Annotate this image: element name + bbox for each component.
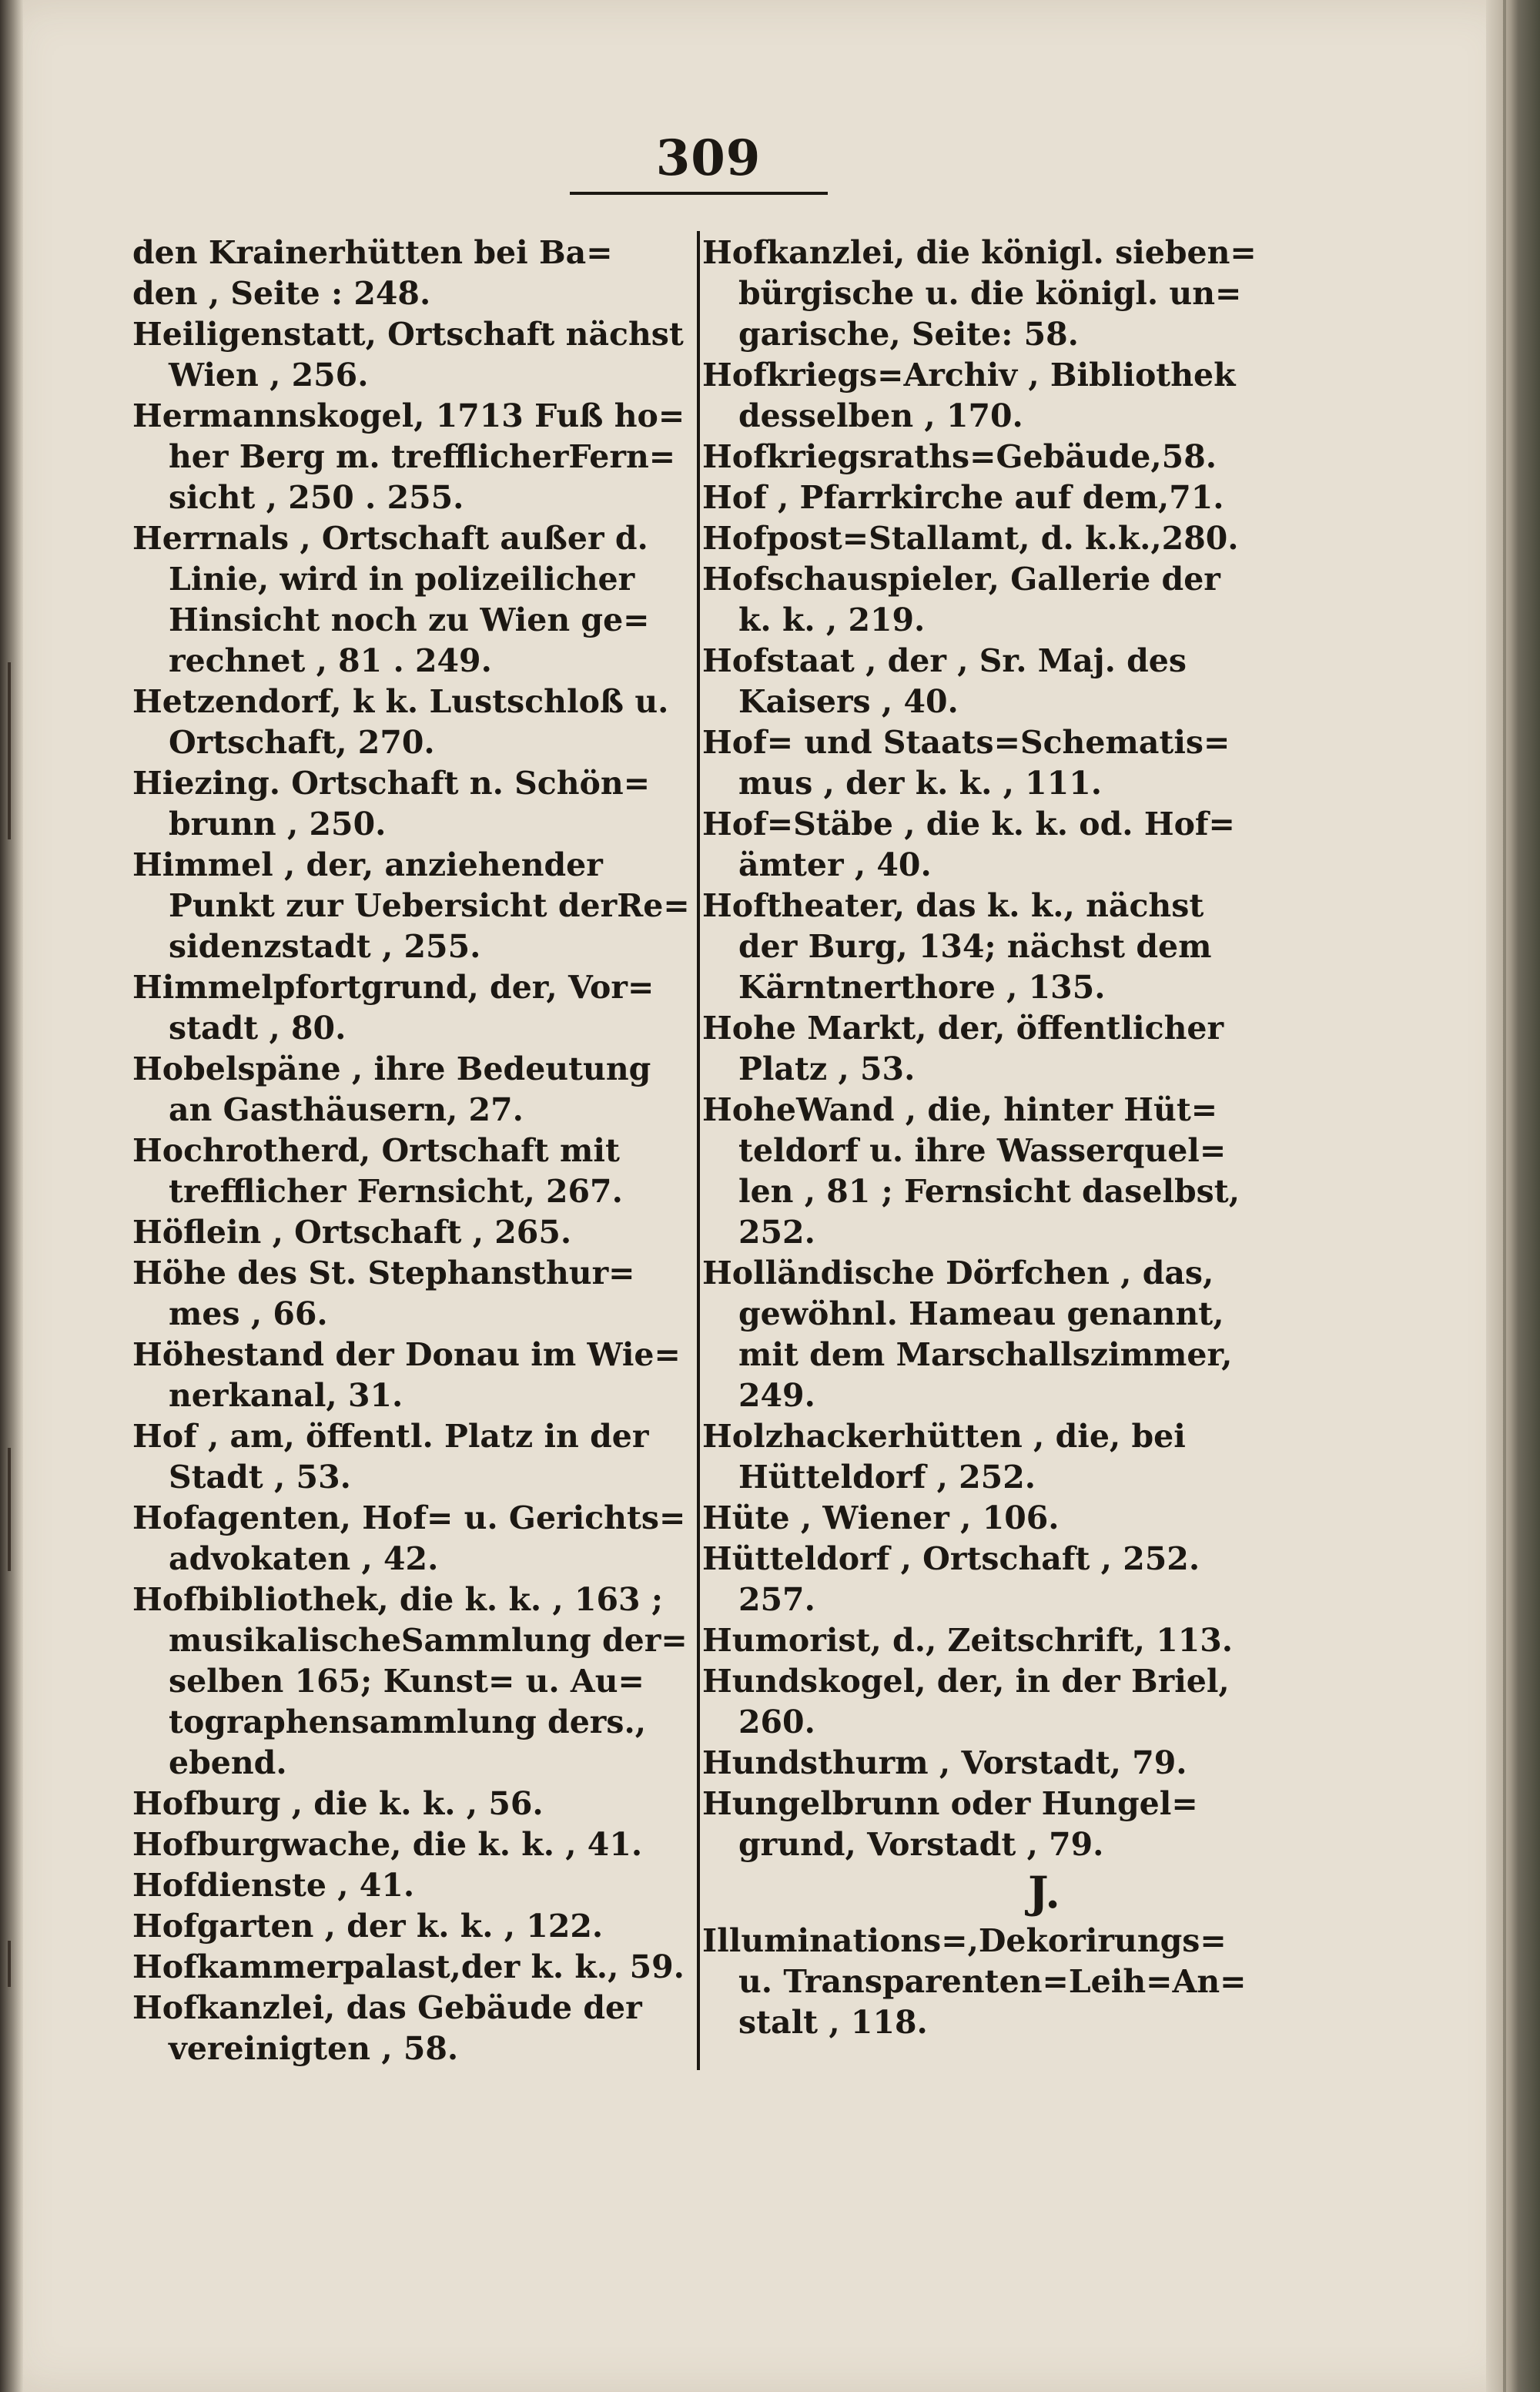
index-entry [132,396,693,518]
entry-headword-line: Hofkriegs=Archiv , Bibliothek [702,357,1236,394]
left-entry-list [132,314,693,2069]
index-entry [702,1253,1263,1416]
entry-headword-line: Hofkanzlei, die königl. sieben= [702,234,1257,271]
binding-thread [8,1448,11,1571]
entry-headword-line: Hochrotherd, Ortschaft mit [132,1132,620,1169]
index-entry [702,886,1263,1008]
entry-headword-line: Hoftheater, das k. k., nächst [702,887,1204,924]
entry-continuation-line: rechnet , 81 . 249. [169,642,492,679]
entry-headword-line: Himmel , der, anziehender [132,846,603,883]
entry-continuation-line: brunn , 250. [169,806,387,843]
entry-headword-line: Hofkriegsraths=Gebäude,58. [702,438,1217,475]
index-entry [702,1008,1263,1090]
entry-headword-line: Hofagenten, Hof= u. Gerichts= [132,1499,686,1536]
entry-headword-line: Holländische Dörfchen , das, [702,1255,1214,1291]
entry-headword-line: Hundskogel, der, in der Briel, [702,1663,1230,1700]
index-entry [702,1784,1263,1865]
entry-continuation-line: gewöhnl. Hameau genannt, [738,1295,1224,1332]
entry-headword-line: Hermannskogel, 1713 Fuß ho= [132,397,685,434]
entry-continuation-line: len , 81 ; Fernsicht daselbst, [738,1173,1240,1210]
entry-continuation-line: Hütteldorf , 252. [738,1459,1036,1496]
index-entry [702,641,1263,722]
entry-headword-line: Heiligenstatt, Ortschaft nächst [132,316,684,353]
entry-continuation-line: ämter , 40. [738,846,932,883]
left-column [132,233,693,2069]
entry-continuation-line: Stadt , 53. [169,1459,351,1496]
entry-continuation-line: an Gasthäusern, 27. [169,1091,524,1128]
entry-continuation-line: 252. [738,1214,815,1251]
index-entry [132,1049,693,1131]
index-entry [132,1498,693,1580]
entry-continuation-line: Kaisers , 40. [738,683,959,720]
index-entry [702,518,1263,559]
entry-continuation-line: Punkt zur Uebersicht derRe= [169,887,690,924]
entry-headword-line: Hohe Markt, der, öffentlicher [702,1010,1224,1047]
entry-continuation-line: desselben , 170. [738,397,1023,434]
entry-headword-line: Hofdienste , 41. [132,1867,415,1904]
right-column [702,233,1263,2043]
entry-headword-line: Hundsthurm , Vorstadt, 79. [702,1744,1187,1781]
index-entry [702,233,1263,355]
entry-headword-line: Hof , Pfarrkirche auf dem,71. [702,479,1224,516]
index-entry [702,1661,1263,1743]
entry-headword-line: Hofbibliothek, die k. k. , 163 ; [132,1581,663,1618]
entry-continuation-line: mes , 66. [169,1295,328,1332]
entry-continuation-line: stalt , 118. [738,2004,928,2041]
entry-continuation-line: Wien , 256. [169,357,369,394]
index-entry [132,1335,693,1416]
index-entry [132,1865,693,1906]
index-entry [702,1090,1263,1253]
entry-headword-line: Hof=Stäbe , die k. k. od. Hof= [702,806,1235,843]
entry-headword-line: Holzhackerhütten , die, bei [702,1418,1186,1455]
entry-headword-line: Höflein , Ortschaft , 265. [132,1214,572,1251]
index-entry [132,845,693,967]
index-entry [702,1416,1263,1498]
entry-headword-line: Hungelbrunn oder Hungel= [702,1785,1198,1822]
entry-headword-line: Hüte , Wiener , 106. [702,1499,1060,1536]
entry-continuation-line: trefflicher Fernsicht, 267. [169,1173,623,1210]
index-entry [702,1921,1263,2043]
entry-continuation-line: bürgische u. die königl. un= [738,275,1242,312]
index-entry [132,1580,693,1784]
entry-headword-line: Hofstaat , der , Sr. Maj. des [702,642,1187,679]
entry-continuation-line: mit dem Marschallszimmer, [738,1336,1233,1373]
entry-headword-line: Hofburg , die k. k. , 56. [132,1785,544,1822]
entry-continuation-line: 260. [738,1704,815,1740]
entry-headword-line: Hofschauspieler, Gallerie der [702,561,1220,598]
entry-continuation-line: musikalischeSammlung der= [169,1622,688,1659]
entry-headword-line: Himmelpfortgrund, der, Vor= [132,969,654,1006]
entry-continuation-line: der Burg, 134; nächst dem [738,928,1212,965]
entry-continuation-line: teldorf u. ihre Wasserquel= [738,1132,1227,1169]
entry-headword-line: Hofkammerpalast,der k. k., 59. [132,1948,685,1985]
index-entry [702,1743,1263,1784]
section-entry-list [702,1921,1263,2043]
entry-headword-line: Hetzendorf, k k. Lustschloß u. [132,683,669,720]
continued-entry [132,233,693,314]
column-divider [697,231,700,2070]
index-entry [132,1988,693,2069]
index-entry [132,763,693,845]
entry-headword-line: Höhe des St. Stephansthur= [132,1255,635,1291]
entry-continuation-line: Ortschaft, 270. [169,724,435,761]
entry-line: den , Seite : 248. [132,275,431,312]
entry-headword-line: Höhestand der Donau im Wie= [132,1336,681,1373]
entry-continuation-line: mus , der k. k. , 111. [738,765,1103,802]
entry-headword-line: Hobelspäne , ihre Bedeutung [132,1050,651,1087]
entry-continuation-line: stadt , 80. [169,1010,346,1047]
index-entry [132,1906,693,1947]
index-entry [702,722,1263,804]
entry-headword-line: Humorist, d., Zeitschrift, 113. [702,1622,1234,1659]
entry-continuation-line: Linie, wird in polizeilicher [169,561,635,598]
index-entry [132,1416,693,1498]
entry-headword-line: Hof , am, öffentl. Platz in der [132,1418,649,1455]
entry-continuation-line: Platz , 53. [738,1050,916,1087]
section-letter: J. [1028,1868,1060,1918]
entry-headword-line: HoheWand , die, hinter Hüt= [702,1091,1218,1128]
book-edge [1486,0,1540,2392]
book-edge-stripe [1503,0,1506,2392]
entry-headword-line: Hiezing. Ortschaft n. Schön= [132,765,651,802]
index-entry [702,1539,1263,1620]
index-entry [132,1131,693,1212]
index-entry [132,518,693,682]
entry-headword-line: Hofburgwache, die k. k. , 41. [132,1826,643,1863]
entry-continuation-line: tographensammlung ders., [169,1704,647,1740]
entry-headword-line: Hof= und Staats=Schematis= [702,724,1230,761]
entry-continuation-line: sicht , 250 . 255. [169,479,464,516]
entry-continuation-line: Kärntnerthore , 135. [738,969,1106,1006]
index-entry [132,682,693,763]
entry-line: den Krainerhütten bei Ba= [132,234,613,271]
entry-continuation-line: 257. [738,1581,815,1618]
entry-continuation-line: k. k. , 219. [738,601,926,638]
entry-continuation-line: u. Transparenten=Leih=An= [738,1963,1247,2000]
entry-headword-line: Hofpost=Stallamt, d. k.k.,280. [702,520,1239,557]
entry-headword-line: Hütteldorf , Ortschaft , 252. [702,1540,1200,1577]
index-entry [702,437,1263,477]
index-entry [702,559,1263,641]
index-entry [132,1253,693,1335]
index-entry [132,1824,693,1865]
index-entry [132,1947,693,1988]
index-entry [702,1620,1263,1661]
index-entry [702,477,1263,518]
entry-continuation-line: advokaten , 42. [169,1540,439,1577]
entry-continuation-line: garische, Seite: 58. [738,316,1079,353]
index-entry [702,804,1263,886]
entry-headword-line: Illuminations=,Dekorirungs= [702,1922,1227,1959]
entry-continuation-line: selben 165; Kunst= u. Au= [169,1663,644,1700]
index-entry [702,1498,1263,1539]
entry-continuation-line: Hinsicht noch zu Wien ge= [169,601,650,638]
entry-continuation-line: ebend. [169,1744,287,1781]
entry-headword-line: Hofgarten , der k. k. , 122. [132,1908,604,1945]
entry-headword-line: Hofkanzlei, das Gebäude der [132,1989,642,2026]
right-entry-list [702,233,1263,1865]
index-entry [132,967,693,1049]
entry-headword-line: Herrnals , Ortschaft außer d. [132,520,648,557]
binding-thread [8,1941,11,1987]
binding-thread [8,662,11,839]
entry-continuation-line: vereinigten , 58. [169,2030,459,2067]
index-entry [132,1212,693,1253]
binding-edge [0,0,23,2392]
entry-continuation-line: her Berg m. trefflicherFern= [169,438,676,475]
entry-continuation-line: sidenzstadt , 255. [169,928,481,965]
page-number: 309 [655,129,762,187]
entry-continuation-line: 249. [738,1377,815,1414]
entry-continuation-line: grund, Vorstadt , 79. [738,1826,1104,1863]
entry-continuation-line: nerkanal, 31. [169,1377,403,1414]
index-entry [702,355,1263,437]
index-entry [132,1784,693,1824]
header-rule [570,192,828,195]
index-entry [132,314,693,396]
